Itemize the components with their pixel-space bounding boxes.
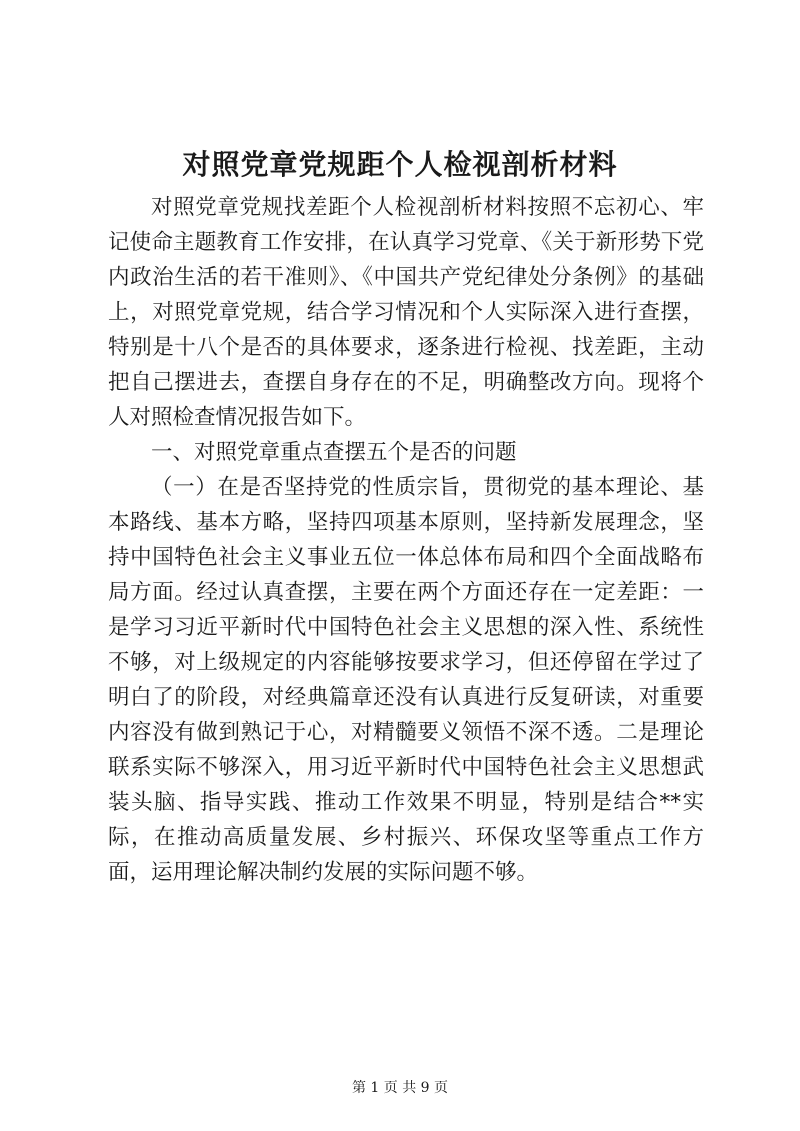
subsection-paragraph: （一）在是否坚持党的性质宗旨，贯彻党的基本理论、基本路线、基本方略，坚持四项基本原则，坚持新发展理念，坚持中国特色社会主义事业五位一体总体布局和四个全面战略布局方面。经过认真查摆，主要在两个方面还存在一定差距：一是学习习近平新时代中国特色社会主义思想的深入性、系统性不够，对上级规定的内容能够按要求学习，但还停留在学过了明白了的阶段，对经典篇章还没有认真进行反复研读，对重要内容没有做到熟记于心，对精髓要义领悟不深不透。二是理论联系实际不够深入，用习近平新时代中国特色社会主义思想武装头脑、指导实践、推动工作效果不明显，特别是结合**实际，在推动高质量发展、乡村振兴、环保攻坚等重点工作方面，运用理论解决制约发展的实际问题不够。 xyxy=(108,475,704,885)
section-heading: 一、对照党章重点查摆五个是否的问题 xyxy=(151,440,517,465)
document-body xyxy=(108,190,704,890)
document-title: 对照党章党规距个人检视剖析材料 xyxy=(182,148,618,181)
page-footer: 第 1 页 共 9 页 xyxy=(351,1080,449,1096)
intro-paragraph: 对照党章党规找差距个人检视剖析材料按照不忘初心、牢记使命主题教育工作安排，在认真学习党章、《关于新形势下党内政治生活的若干准则》、《中国共产党纪律处分条例》的基础上，对照党章党规，结合学习情况和个人实际深入进行查摆，特别是十八个是否的具体要求，逐条进行检视、找差距，主动把自己摆进去，查摆自身存在的不足，明确整改方向。现将个人对照检查情况报告如下。 xyxy=(108,195,704,430)
